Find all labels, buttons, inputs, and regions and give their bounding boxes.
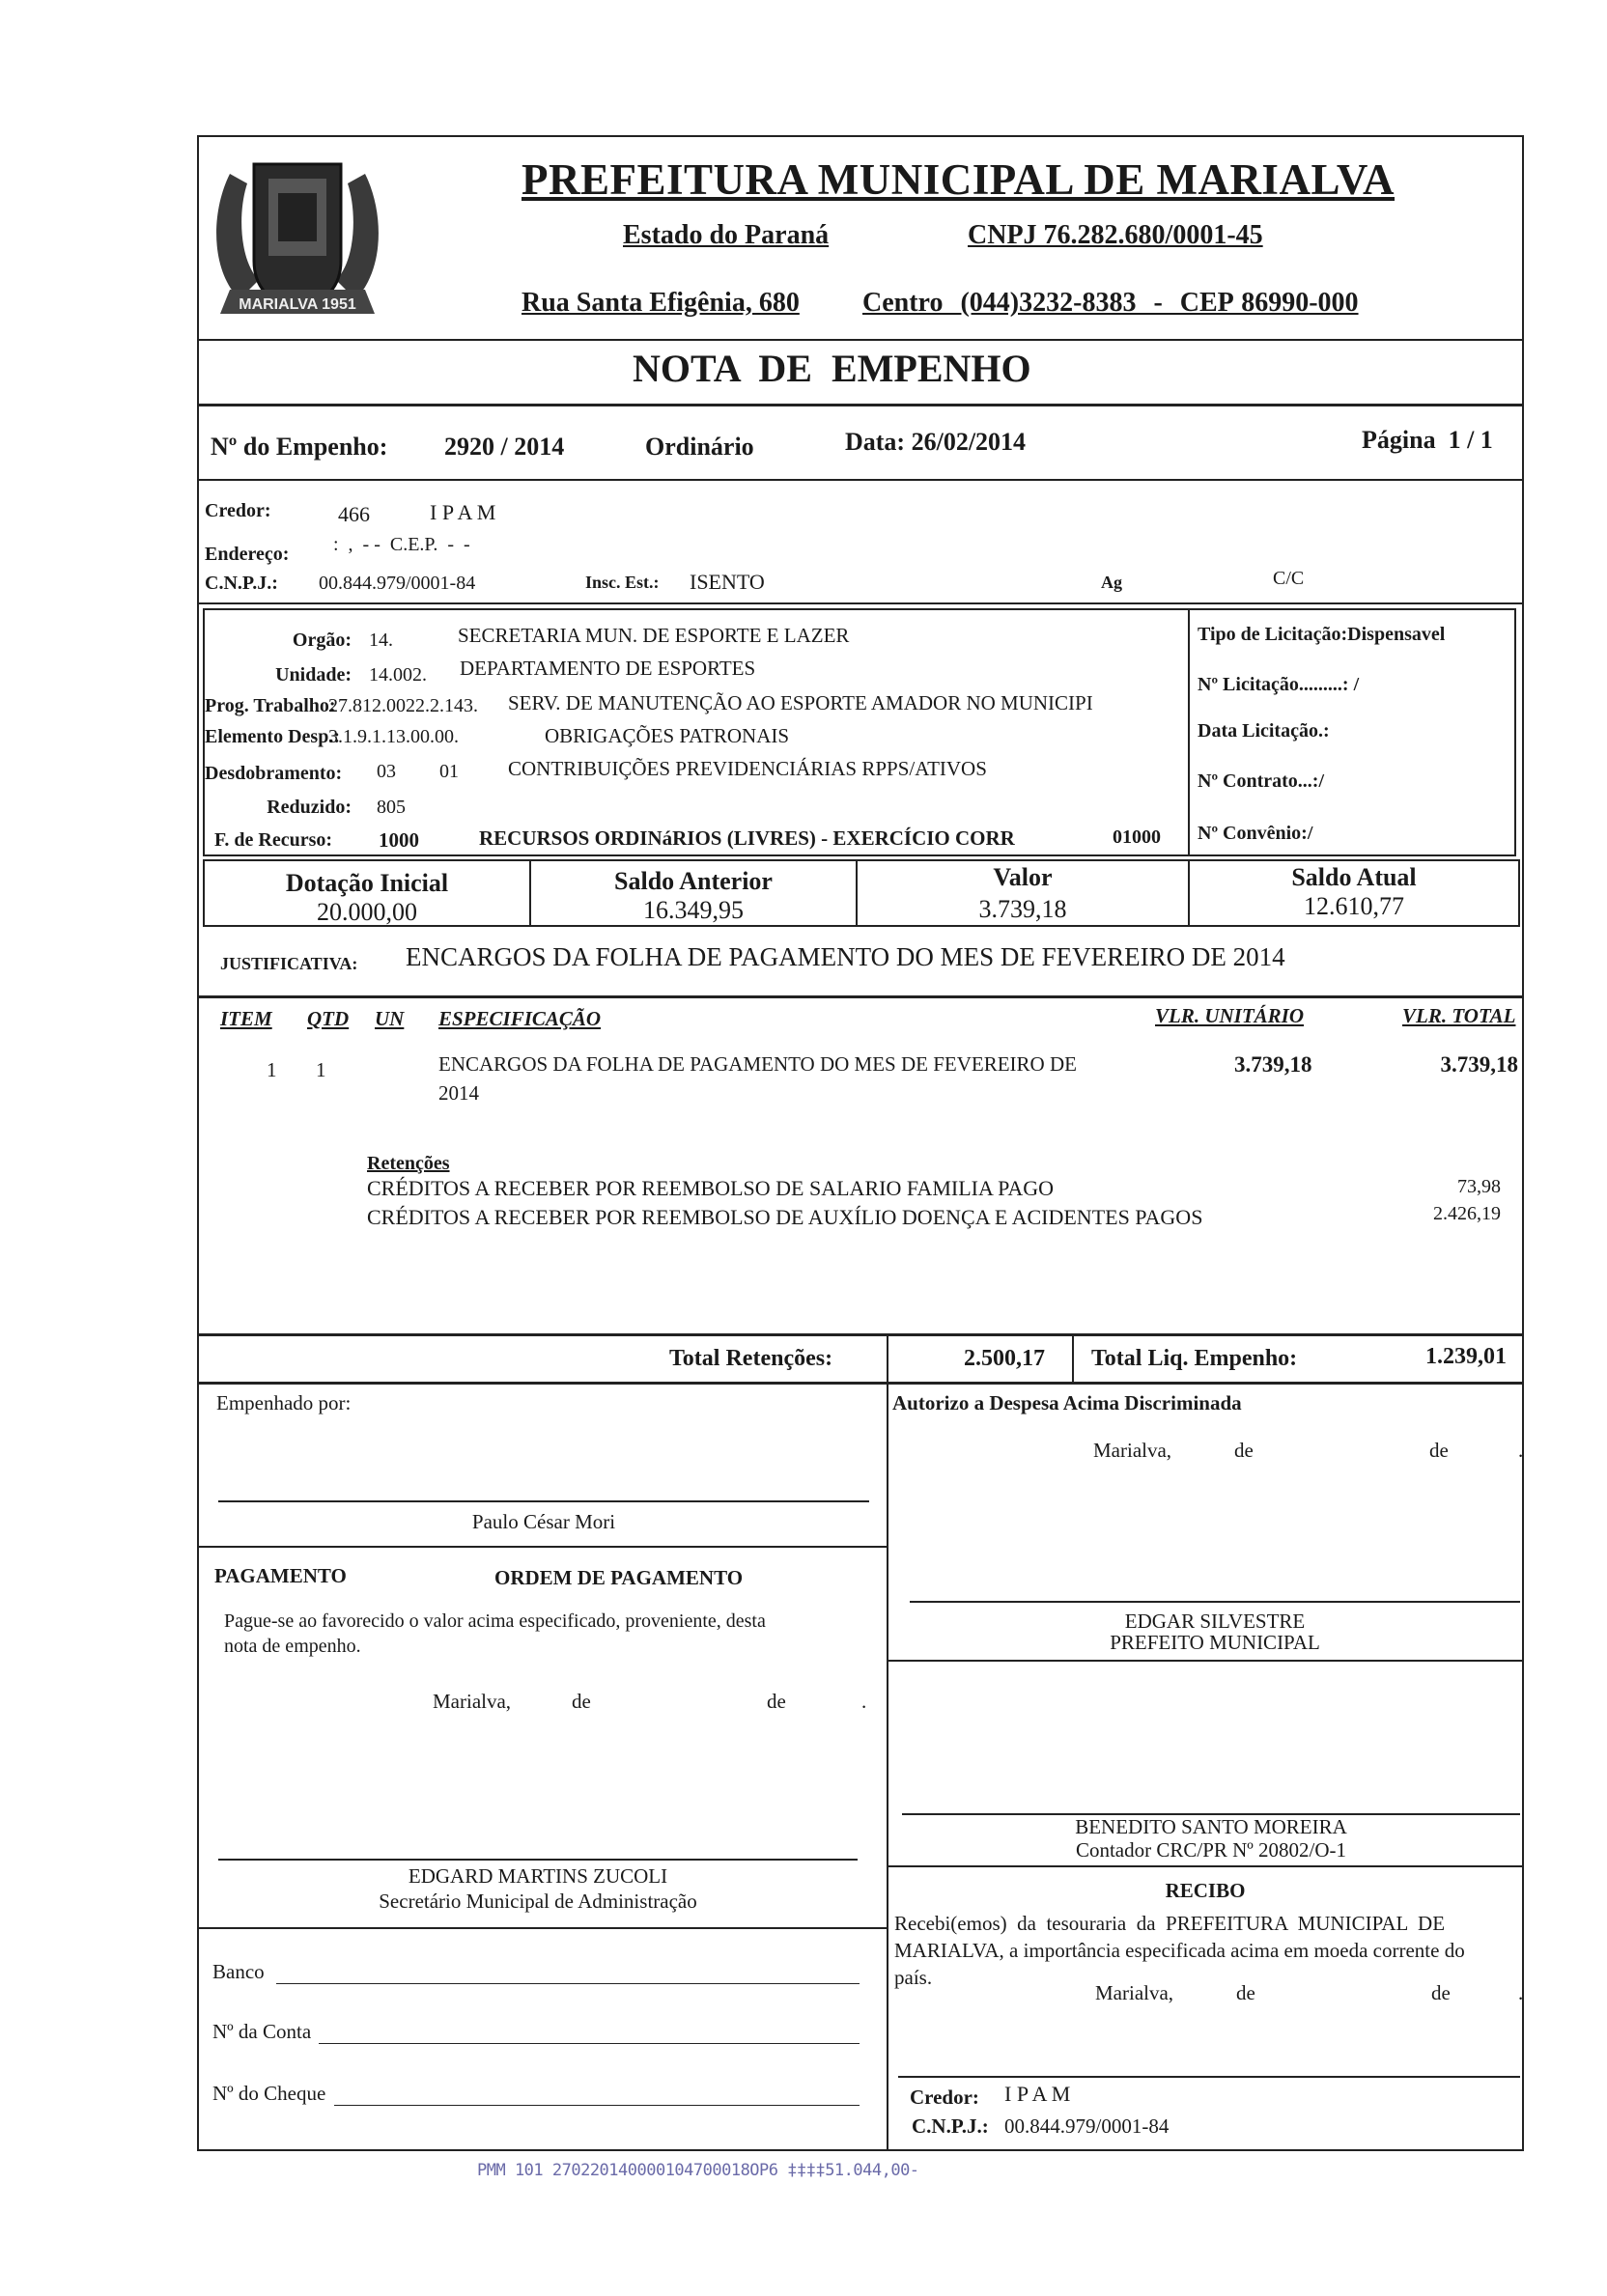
pagamento-label: PAGAMENTO (214, 1564, 347, 1587)
autorizo-de: de (1234, 1439, 1254, 1462)
divider (197, 404, 1524, 406)
valor-value: 3.739,18 (978, 895, 1067, 923)
divider (887, 1333, 888, 1384)
reduzido-code: 805 (377, 797, 406, 818)
divider (197, 1546, 887, 1548)
recibo-cnpj-value: 00.844.979/0001-84 (1004, 2114, 1170, 2138)
city-crest (201, 154, 394, 338)
desdobramento-code: 03 (377, 761, 396, 782)
credor-label: Credor: (205, 500, 271, 521)
total-retencoes-value: 2.500,17 (964, 1346, 1045, 1371)
banco-field[interactable] (276, 1983, 860, 1984)
saldo-atual-label: Saldo Atual (1291, 863, 1417, 891)
pagamento-text-line2: nota de empenho. (224, 1636, 361, 1657)
divider (197, 1927, 887, 1929)
autorizo-place: Marialva, (1093, 1439, 1172, 1462)
unidade-desc: DEPARTAMENTO DE ESPORTES (460, 657, 756, 680)
dotacao-value: 20.000,00 (317, 898, 417, 926)
doc-title: NOTA DE EMPENHO (633, 347, 1031, 390)
col-item: ITEM (220, 1007, 272, 1030)
row-vlr-total: 3.739,18 (1440, 1052, 1518, 1077)
retencao-desc: CRÉDITOS A RECEBER POR REEMBOLSO DE SALARIO FAMILIA PAGO (367, 1176, 1055, 1200)
orgao-label: Orgão: (292, 630, 352, 651)
empenhado-label: Empenhado por: (216, 1391, 352, 1414)
divider (197, 1382, 1524, 1385)
recibo-cnpj-label: C.N.P.J.: (912, 2114, 989, 2138)
recibo-line2: MARIALVA, a importância especificada acima em moeda corrente do (894, 1939, 1465, 1962)
header-district-phone: Centro (044)3232-8383 - CEP 86990-000 (862, 288, 1359, 318)
saldo-anterior-label: Saldo Anterior (614, 867, 773, 895)
justificativa-text: ENCARGOS DA FOLHA DE PAGAMENTO DO MES DE FEVEREIRO DE 2014 (406, 942, 1285, 971)
cnpj-label: C.N.P.J.: (205, 573, 278, 594)
signature-line (218, 1859, 858, 1861)
orgao-desc: SECRETARIA MUN. DE ESPORTE E LAZER (458, 624, 850, 647)
desdobramento-label: Desdobramento: (205, 763, 343, 784)
recurso-code2: 01000 (1113, 826, 1161, 848)
prog-desc: SERV. DE MANUTENÇÃO AO ESPORTE AMADOR NO MUNICIPI (508, 691, 1093, 714)
conta-label: Nº da Conta (212, 2020, 312, 2043)
divider (197, 339, 1524, 341)
pagamento-dot: . (861, 1690, 867, 1713)
insc-value: ISENTO (690, 570, 765, 594)
reduzido-label: Reduzido: (267, 797, 352, 818)
row-espec-line2: 2014 (438, 1081, 479, 1105)
valor-label: Valor (993, 863, 1053, 891)
saldo-anterior-value: 16.349,95 (643, 896, 744, 924)
col-qtd: QTD (307, 1007, 350, 1030)
row-espec-line1: ENCARGOS DA FOLHA DE PAGAMENTO DO MES DE FEVEREIRO DE (438, 1052, 1077, 1076)
header-cnpj: CNPJ 76.282.680/0001-45 (968, 220, 1263, 250)
conta-field[interactable] (319, 2043, 860, 2044)
signature-line (218, 1500, 869, 1502)
recibo-credor-value: I P A M (1004, 2082, 1071, 2106)
row-vlr-unit: 3.739,18 (1234, 1052, 1312, 1077)
credor-code: 466 (338, 502, 370, 526)
empenho-date: Data: 26/02/2014 (845, 428, 1027, 456)
recurso-label: F. de Recurso: (214, 829, 333, 851)
pagamento-place: Marialva, (433, 1690, 512, 1713)
desdobramento-code2: 01 (439, 761, 459, 782)
licitacao-contrato: Nº Contrato...:/ (1198, 770, 1325, 792)
col-espec: ESPECIFICAÇÃO (438, 1007, 602, 1030)
elemento-label: Elemento Desp.: (205, 726, 340, 747)
cheque-label: Nº do Cheque (212, 2082, 326, 2105)
page-number: Página 1 / 1 (1362, 426, 1493, 454)
divider (197, 995, 1524, 998)
state-name: Estado do Paraná (623, 220, 830, 250)
elemento-code: 3.1.9.1.13.00.00. (328, 726, 459, 747)
secretario-name: EDGARD MARTINS ZUCOLI (408, 1864, 668, 1888)
signature-line (898, 2076, 1520, 2078)
total-liquido-label: Total Liq. Empenho: (1091, 1346, 1298, 1371)
insc-label: Insc. Est.: (585, 573, 660, 592)
divider (197, 479, 1524, 481)
autorizo-dot: . (1518, 1439, 1524, 1462)
recibo-de: de (1236, 1981, 1255, 2004)
row-item: 1 (267, 1058, 277, 1081)
pagamento-text-line1: Pague-se ao favorecido o valor acima especificado, proveniente, desta (224, 1610, 766, 1632)
desdobramento-desc: CONTRIBUIÇÕES PREVIDENCIÁRIAS RPPS/ATIVOS (508, 757, 987, 780)
divider (1072, 1333, 1074, 1384)
endereco-label: Endereço: (205, 544, 290, 565)
recibo-line1: Recebi(emos) da tesouraria da PREFEITURA MUNICIPAL DE (894, 1912, 1446, 1935)
pagamento-de: de (572, 1690, 591, 1713)
divider (197, 602, 1524, 604)
contador-name: BENEDITO SANTO MOREIRA (1075, 1815, 1347, 1838)
contador-role: Contador CRC/PR Nº 20802/O-1 (1075, 1838, 1347, 1862)
recibo-dot: . (1518, 1981, 1524, 2004)
total-liquido-value: 1.239,01 (1425, 1344, 1507, 1369)
prog-label: Prog. Trabalho: (205, 695, 336, 716)
divider (887, 1865, 1524, 1867)
endereco-value: : , - - C.E.P. - - (333, 534, 470, 555)
secretario-role: Secretário Municipal de Administração (379, 1890, 697, 1913)
prog-code: 27.812.0022.2.143. (328, 695, 478, 716)
retencoes-title: Retenções (367, 1153, 450, 1174)
print-code: PMM 101 270220140000104700018OP6 ‡‡‡‡51.044,00- (477, 2161, 919, 2180)
recibo-credor-label: Credor: (910, 2086, 979, 2109)
unidade-code: 14.002. (369, 664, 427, 686)
recurso-desc: RECURSOS ORDINáRIOS (LIVRES) - EXERCÍCIO CORR (479, 826, 1015, 850)
col-un: UN (375, 1007, 405, 1030)
dotacao-label: Dotação Inicial (285, 869, 449, 897)
unidade-label: Unidade: (275, 664, 352, 686)
recibo-place: Marialva, (1095, 1981, 1174, 2004)
recibo-title: RECIBO (1165, 1879, 1246, 1902)
orgao-code: 14. (369, 630, 393, 651)
signature-line (910, 1601, 1520, 1603)
row-qtd: 1 (316, 1058, 326, 1081)
licitacao-data: Data Licitação.: (1198, 720, 1330, 742)
banco-label: Banco (212, 1960, 265, 1983)
licitacao-tipo: Tipo de Licitação:Dispensavel (1198, 624, 1446, 645)
divider (1188, 608, 1190, 856)
retencao-value: 2.426,19 (1433, 1203, 1501, 1224)
credor-name: I P A M (430, 500, 496, 524)
divider (887, 1382, 888, 2151)
recurso-code: 1000 (379, 828, 419, 852)
cheque-field[interactable] (334, 2105, 860, 2106)
total-retencoes-label: Total Retenções: (669, 1346, 833, 1371)
cc-label: C/C (1273, 568, 1305, 589)
empenho-label: Nº do Empenho: (211, 433, 388, 461)
saldo-atual-value: 12.610,77 (1304, 892, 1404, 920)
empenhado-name: Paulo César Mori (471, 1510, 616, 1533)
empenho-number: 2920 / 2014 (444, 433, 565, 461)
justificativa-label: JUSTIFICATIVA: (220, 954, 358, 973)
col-vlr-unit: VLR. UNITÁRIO (1155, 1004, 1305, 1027)
retencao-value: 73,98 (1457, 1176, 1501, 1197)
city-hall-title: PREFEITURA MUNICIPAL DE MARIALVA (522, 155, 1396, 204)
cnpj-value: 00.844.979/0001-84 (319, 573, 476, 594)
elemento-desc: OBRIGAÇÕES PATRONAIS (545, 724, 790, 747)
empenho-type: Ordinário (645, 433, 754, 461)
recibo-de: de (1431, 1981, 1451, 2004)
licitacao-numero: Nº Licitação.........: / (1198, 674, 1360, 695)
header-address: Rua Santa Efigênia, 680 (522, 288, 800, 318)
ordem-pagamento-label: ORDEM DE PAGAMENTO (494, 1566, 744, 1589)
autorizo-title: Autorizo a Despesa Acima Discriminada (892, 1391, 1242, 1414)
ag-label: Ag (1101, 573, 1122, 592)
licitacao-convenio: Nº Convênio:/ (1198, 823, 1313, 844)
pagamento-de: de (767, 1690, 786, 1713)
prefeito-name: EDGAR SILVESTRE (1124, 1610, 1306, 1633)
autorizo-de: de (1429, 1439, 1449, 1462)
divider (197, 1333, 1524, 1336)
col-vlr-total: VLR. TOTAL (1402, 1004, 1516, 1027)
retencao-desc: CRÉDITOS A RECEBER POR REEMBOLSO DE AUXÍLIO DOENÇA E ACIDENTES PAGOS (367, 1205, 1203, 1229)
prefeito-role: PREFEITO MUNICIPAL (1110, 1631, 1320, 1654)
divider (887, 1660, 1524, 1662)
svg-text:MARIALVA 1951: MARIALVA 1951 (239, 296, 356, 313)
recibo-line3: país. (894, 1966, 933, 1989)
